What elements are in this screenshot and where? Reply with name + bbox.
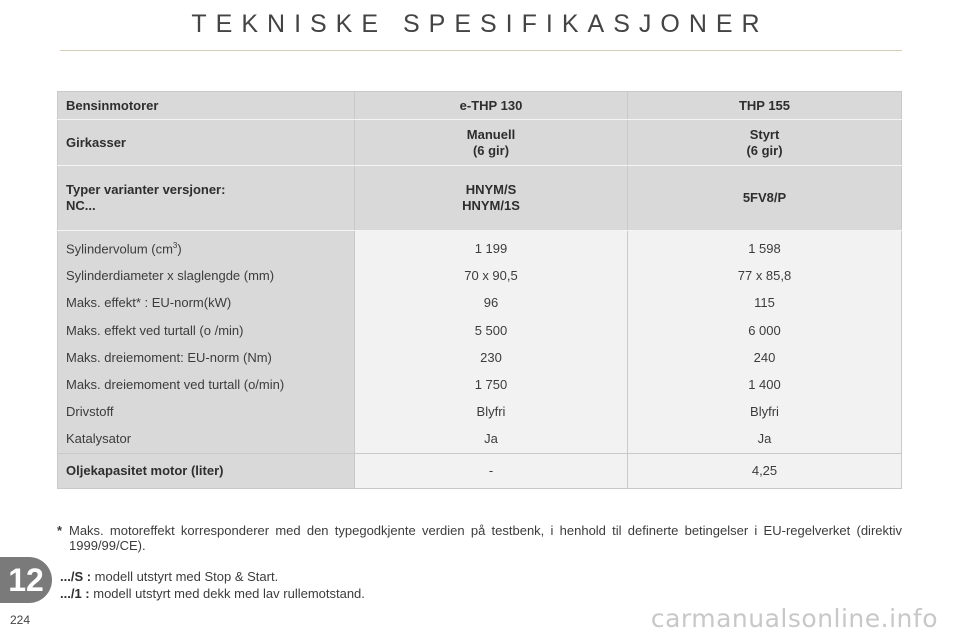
table-row (58, 425, 902, 453)
note-key: .../1 : (60, 586, 90, 601)
note-key: .../S : (60, 569, 92, 584)
gearbox-label: Girkasser (58, 120, 355, 166)
variants-label-line2: NC... (66, 198, 96, 213)
table-row (58, 262, 902, 289)
page-number: 224 (10, 613, 31, 627)
gearbox-row (58, 120, 902, 166)
footnote-marker: * (57, 523, 63, 538)
row-value-engine-2: Blyfri (628, 398, 902, 425)
row-value-engine-2: 240 (628, 344, 902, 371)
variant-1a: HNYM/S (465, 182, 517, 197)
spec-table (57, 91, 902, 489)
row-value-engine-2: 6 000 (628, 317, 902, 344)
table-row (58, 289, 902, 316)
variants-label (58, 166, 355, 231)
row-value-engine-1: 70 x 90,5 (355, 262, 628, 289)
row-label: Maks. effekt* : EU-norm(kW) (58, 289, 355, 316)
row-value-engine-2: 115 (628, 289, 902, 316)
row-value-engine-2: 77 x 85,8 (628, 262, 902, 289)
row-value-engine-1: 5 500 (355, 317, 628, 344)
variants-2: 5FV8/P (628, 166, 902, 231)
oil-capacity-engine-2: 4,25 (628, 453, 902, 488)
row-label: Maks. dreiemoment ved turtall (o/min) (58, 371, 355, 398)
oil-capacity-engine-1: - (355, 453, 628, 488)
variants-row (58, 166, 902, 231)
table-row (58, 398, 902, 425)
row-label: Sylindervolum $(cm^3)$ (58, 231, 355, 263)
page-title: TEKNISKE SPESIFIKASJONER (191, 10, 769, 38)
row-value-engine-1: 1 750 (355, 371, 628, 398)
variant-1b: HNYM/1S (462, 198, 520, 213)
engine-type-header: Bensinmotorer (58, 92, 355, 120)
oil-capacity-label: Oljekapasitet motor (liter) (58, 453, 355, 488)
oil-capacity-row (58, 453, 902, 488)
engine-1-header: e-THP 130 (355, 92, 628, 120)
table-header-row (58, 92, 902, 120)
note-stop-start (60, 569, 278, 584)
variants-1 (355, 166, 628, 231)
gearbox-1 (355, 120, 628, 166)
gearbox-2-gears: (6 gir) (746, 142, 783, 158)
chapter-badge: 12 (0, 557, 52, 603)
table-row (58, 344, 902, 371)
table-row (58, 231, 902, 263)
row-label: Katalysator (58, 425, 355, 453)
footnote (57, 523, 902, 553)
table-row (58, 371, 902, 398)
variants-label-line1: Typer varianter versjoner: (66, 182, 226, 197)
note-low-rolling-tyres (60, 586, 365, 601)
row-value-engine-1: Ja (355, 425, 628, 453)
row-label: Maks. dreiemoment: EU-norm (Nm) (58, 344, 355, 371)
engine-2-header: THP 155 (628, 92, 902, 120)
note-text: modell utstyrt med dekk med lav rullemotstand. (89, 586, 365, 601)
row-label: Sylinderdiameter x slaglengde (mm) (58, 262, 355, 289)
row-value-engine-1: 1 199 (355, 231, 628, 263)
watermark: carmanualsonline.info (650, 604, 938, 633)
row-value-engine-2: 1 598 (628, 231, 902, 263)
gearbox-1-type: Manuell (466, 126, 516, 142)
row-label: Maks. effekt ved turtall (o /min) (58, 317, 355, 344)
row-value-engine-1: 96 (355, 289, 628, 316)
footnote-text: Maks. motoreffekt korresponderer med den typegodkjente verdien på testbenk, i henhold til definerte betingelser i EU-regelverket (direktiv 1999/99/CE). (69, 523, 902, 553)
gearbox-1-gears: (6 gir) (472, 142, 510, 158)
row-value-engine-2: 1 400 (628, 371, 902, 398)
gearbox-2 (628, 120, 902, 166)
note-text: modell utstyrt med Stop & Start. (91, 569, 279, 584)
row-value-engine-1: Blyfri (355, 398, 628, 425)
title-divider (60, 50, 902, 51)
row-value-engine-2: Ja (628, 425, 902, 453)
row-value-engine-1: 230 (355, 344, 628, 371)
table-row (58, 317, 902, 344)
gearbox-2-type: Styrt (749, 126, 780, 142)
row-label: Drivstoff (58, 398, 355, 425)
